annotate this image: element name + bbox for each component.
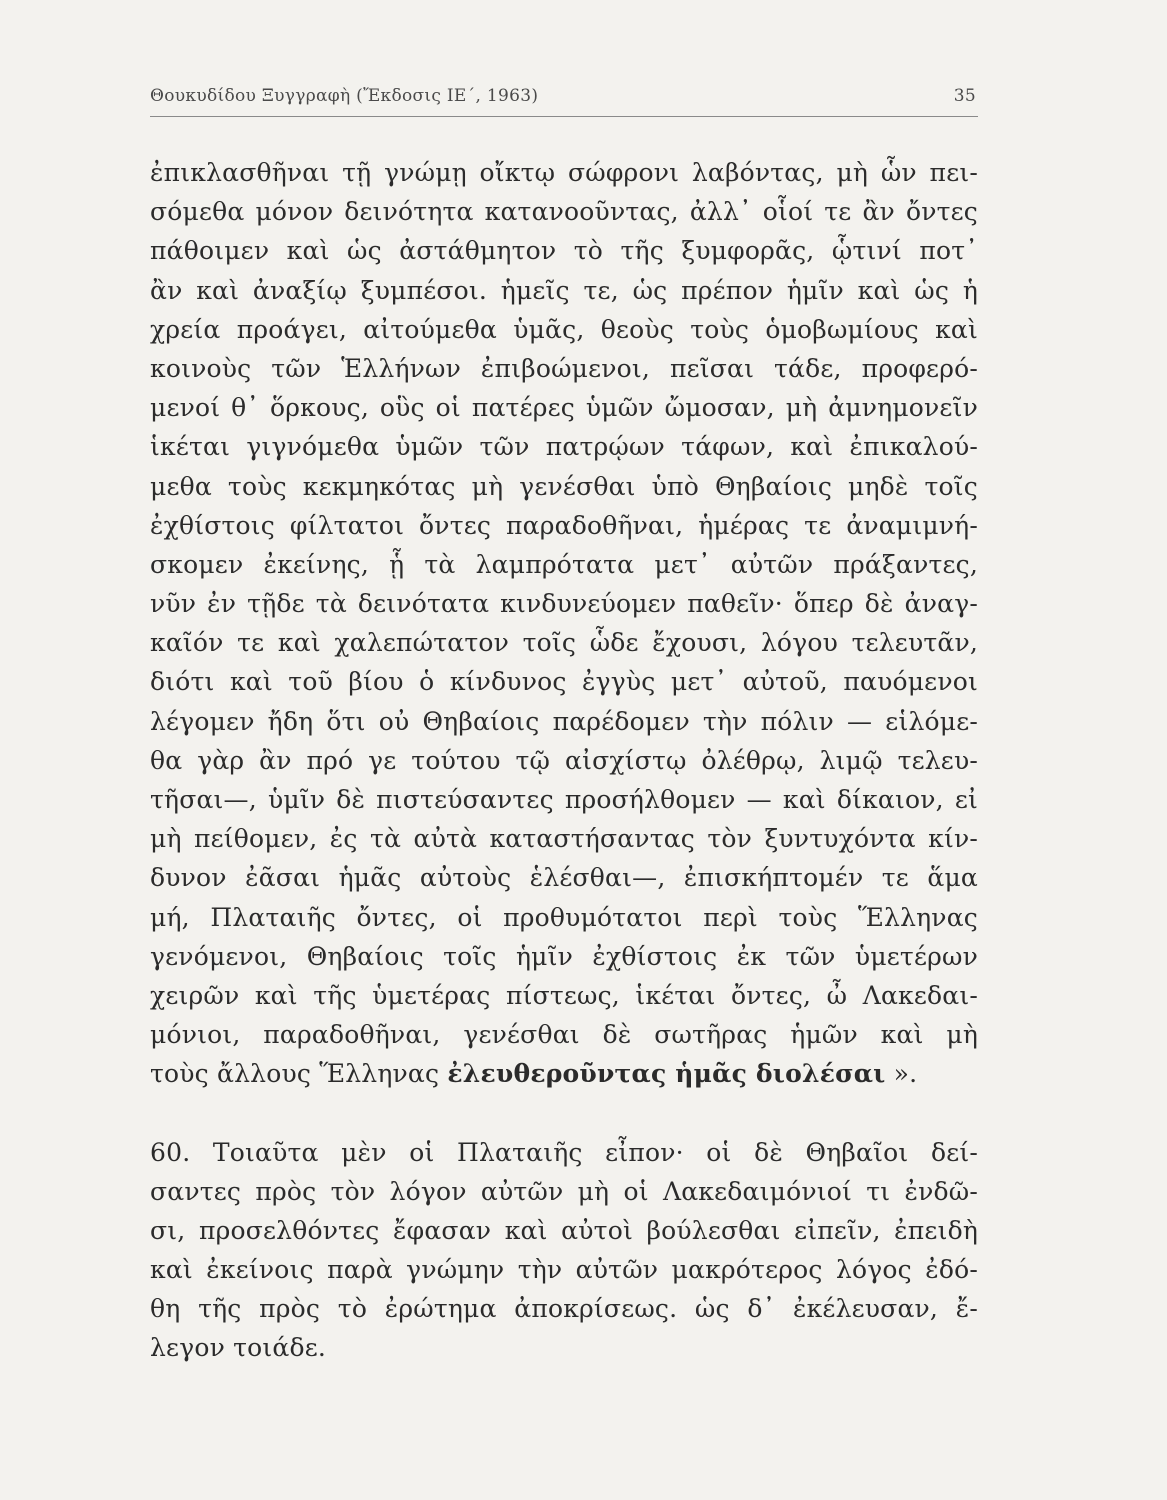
text-line: ἂν καὶ ἀναξίῳ ξυμπέσοι. ἡμεῖς τε, ὡς πρέπον ἡμῖν καὶ ὡς ἡ: [150, 275, 978, 305]
text-line: σόμεθα μόνον δεινότητα κατανοοῦντας, ἀλλ᾽ οἷοί τε ἂν ὄντες: [150, 197, 978, 227]
running-title: Θουκυδίδου Ξυγγραφὴ (Ἔκδοσις ΙΕ΄, 1963): [150, 86, 539, 106]
text-line: χρεία προάγει, αἰτούμεθα ὑμᾶς, θεοὺς τοὺς ὁμοβωμίους καὶ: [150, 314, 978, 344]
text-line-last: [150, 1054, 978, 1093]
page-number: 35: [953, 86, 976, 106]
closing-quote: ».: [893, 1059, 918, 1089]
paragraph-2: [150, 1133, 978, 1368]
text-line: 60. Τοιαῦτα μὲν οἱ Πλαταιῆς εἶπον· οἱ δὲ Θηβαῖοι δεί-: [150, 1137, 978, 1167]
last-line-plain: τοὺς ἄλλους Ἕλληνας: [150, 1059, 440, 1089]
text-line: ἱκέται γιγνόμεθα ὑμῶν τῶν πατρῴων τάφων, καὶ ἐπικαλού-: [150, 432, 978, 462]
text-line: λέγομεν ἤδη ὅτι οὐ Θηβαίοις παρέδομεν τὴν πόλιν — εἱλόμε-: [150, 706, 978, 736]
text-line: μενοί θ᾽ ὅρκους, οὓς οἱ πατέρες ὑμῶν ὤμοσαν, μὴ ἀμνημονεῖν: [150, 393, 978, 423]
paragraph-1: [150, 153, 978, 1094]
text-line: σι, προσελθόντες ἔφασαν καὶ αὐτοὶ βούλεσθαι εἰπεῖν, ἐπειδὴ: [150, 1215, 978, 1245]
text-line: καῖόν τε καὶ χαλεπώτατον τοῖς ὧδε ἔχουσι, λόγου τελευτᾶν,: [150, 628, 978, 658]
paragraph-gap: [150, 1094, 978, 1133]
text-line-last: λεγον τοιάδε.: [150, 1333, 327, 1363]
text-line: τῆσαι—, ὑμῖν δὲ πιστεύσαντες προσήλθομεν — καὶ δίκαιον, εἰ: [150, 785, 978, 814]
running-header: [150, 86, 978, 117]
text-line: μή, Πλαταιῆς ὄντες, οἱ προθυμότατοι περὶ τοὺς Ἕλληνας: [150, 902, 978, 932]
text-line: σαντες πρὸς τὸν λόγον αὐτῶν μὴ οἱ Λακεδαιμόνιοί τι ἐνδῶ-: [150, 1176, 978, 1206]
text-line: μόνιοι, παραδοθῆναι, γενέσθαι δὲ σωτῆρας ἡμῶν καὶ μὴ: [150, 1020, 978, 1050]
last-line-bold: ἐλευθεροῦντας ἡμᾶς διολέσαι: [447, 1059, 886, 1089]
text-line: πάθοιμεν καὶ ὡς ἀστάθμητον τὸ τῆς ξυμφορᾶς, ᾧτινί ποτ᾽: [150, 236, 978, 266]
text-line: χειρῶν καὶ τῆς ὑμετέρας πίστεως, ἱκέται ὄντες, ὦ Λακεδαι-: [150, 980, 978, 1010]
text-line: ἐχθίστοις φίλτατοι ὄντες παραδοθῆναι, ἡμέρας τε ἀναμιμνή-: [150, 510, 978, 540]
text-line: μὴ πείθομεν, ἐς τὰ αὐτὰ καταστήσαντας τὸν ξυντυχόντα κίν-: [150, 824, 978, 854]
text-line: ἐπικλασθῆναι τῇ γνώμῃ οἴκτῳ σώφρονι λαβόντας, μὴ ὧν πει-: [150, 158, 978, 187]
text-line: κοινοὺς τῶν Ἑλλήνων ἐπιβοώμενοι, πεῖσαι τάδε, προφερό-: [150, 353, 978, 383]
text-line: σκομεν ἐκείνης, ᾗ τὰ λαμπρότατα μετ᾽ αὐτῶν πράξαντες,: [150, 549, 978, 579]
text-line: καὶ ἐκείνοις παρὰ γνώμην τὴν αὐτῶν μακρότερος λόγος ἐδό-: [150, 1255, 978, 1285]
text-line: μεθα τοὺς κεκμηκότας μὴ γενέσθαι ὑπὸ Θηβαίοις μηδὲ τοῖς: [150, 471, 978, 501]
text-line: διότι καὶ τοῦ βίου ὁ κίνδυνος ἐγγὺς μετ᾽ αὐτοῦ, παυόμενοι: [150, 667, 978, 697]
body-text: [150, 153, 978, 1368]
text-line: δυνον ἐᾶσαι ἡμᾶς αὐτοὺς ἑλέσθαι—, ἐπισκήπτομέν τε ἅμα: [150, 863, 978, 893]
text-line: γενόμενοι, Θηβαίοις τοῖς ἡμῖν ἐχθίστοις ἐκ τῶν ὑμετέρων: [150, 941, 978, 971]
text-line: νῦν ἐν τῇδε τὰ δεινότατα κινδυνεύομεν παθεῖν· ὅπερ δὲ ἀναγ-: [150, 589, 978, 619]
text-line: θη τῆς πρὸς τὸ ἐρώτημα ἀποκρίσεως. ὡς δ᾽ ἐκέλευσαν, ἔ-: [150, 1294, 978, 1324]
text-line: θα γὰρ ἂν πρό γε τούτου τῷ αἰσχίστῳ ὀλέθρῳ, λιμῷ τελευ-: [150, 745, 978, 775]
